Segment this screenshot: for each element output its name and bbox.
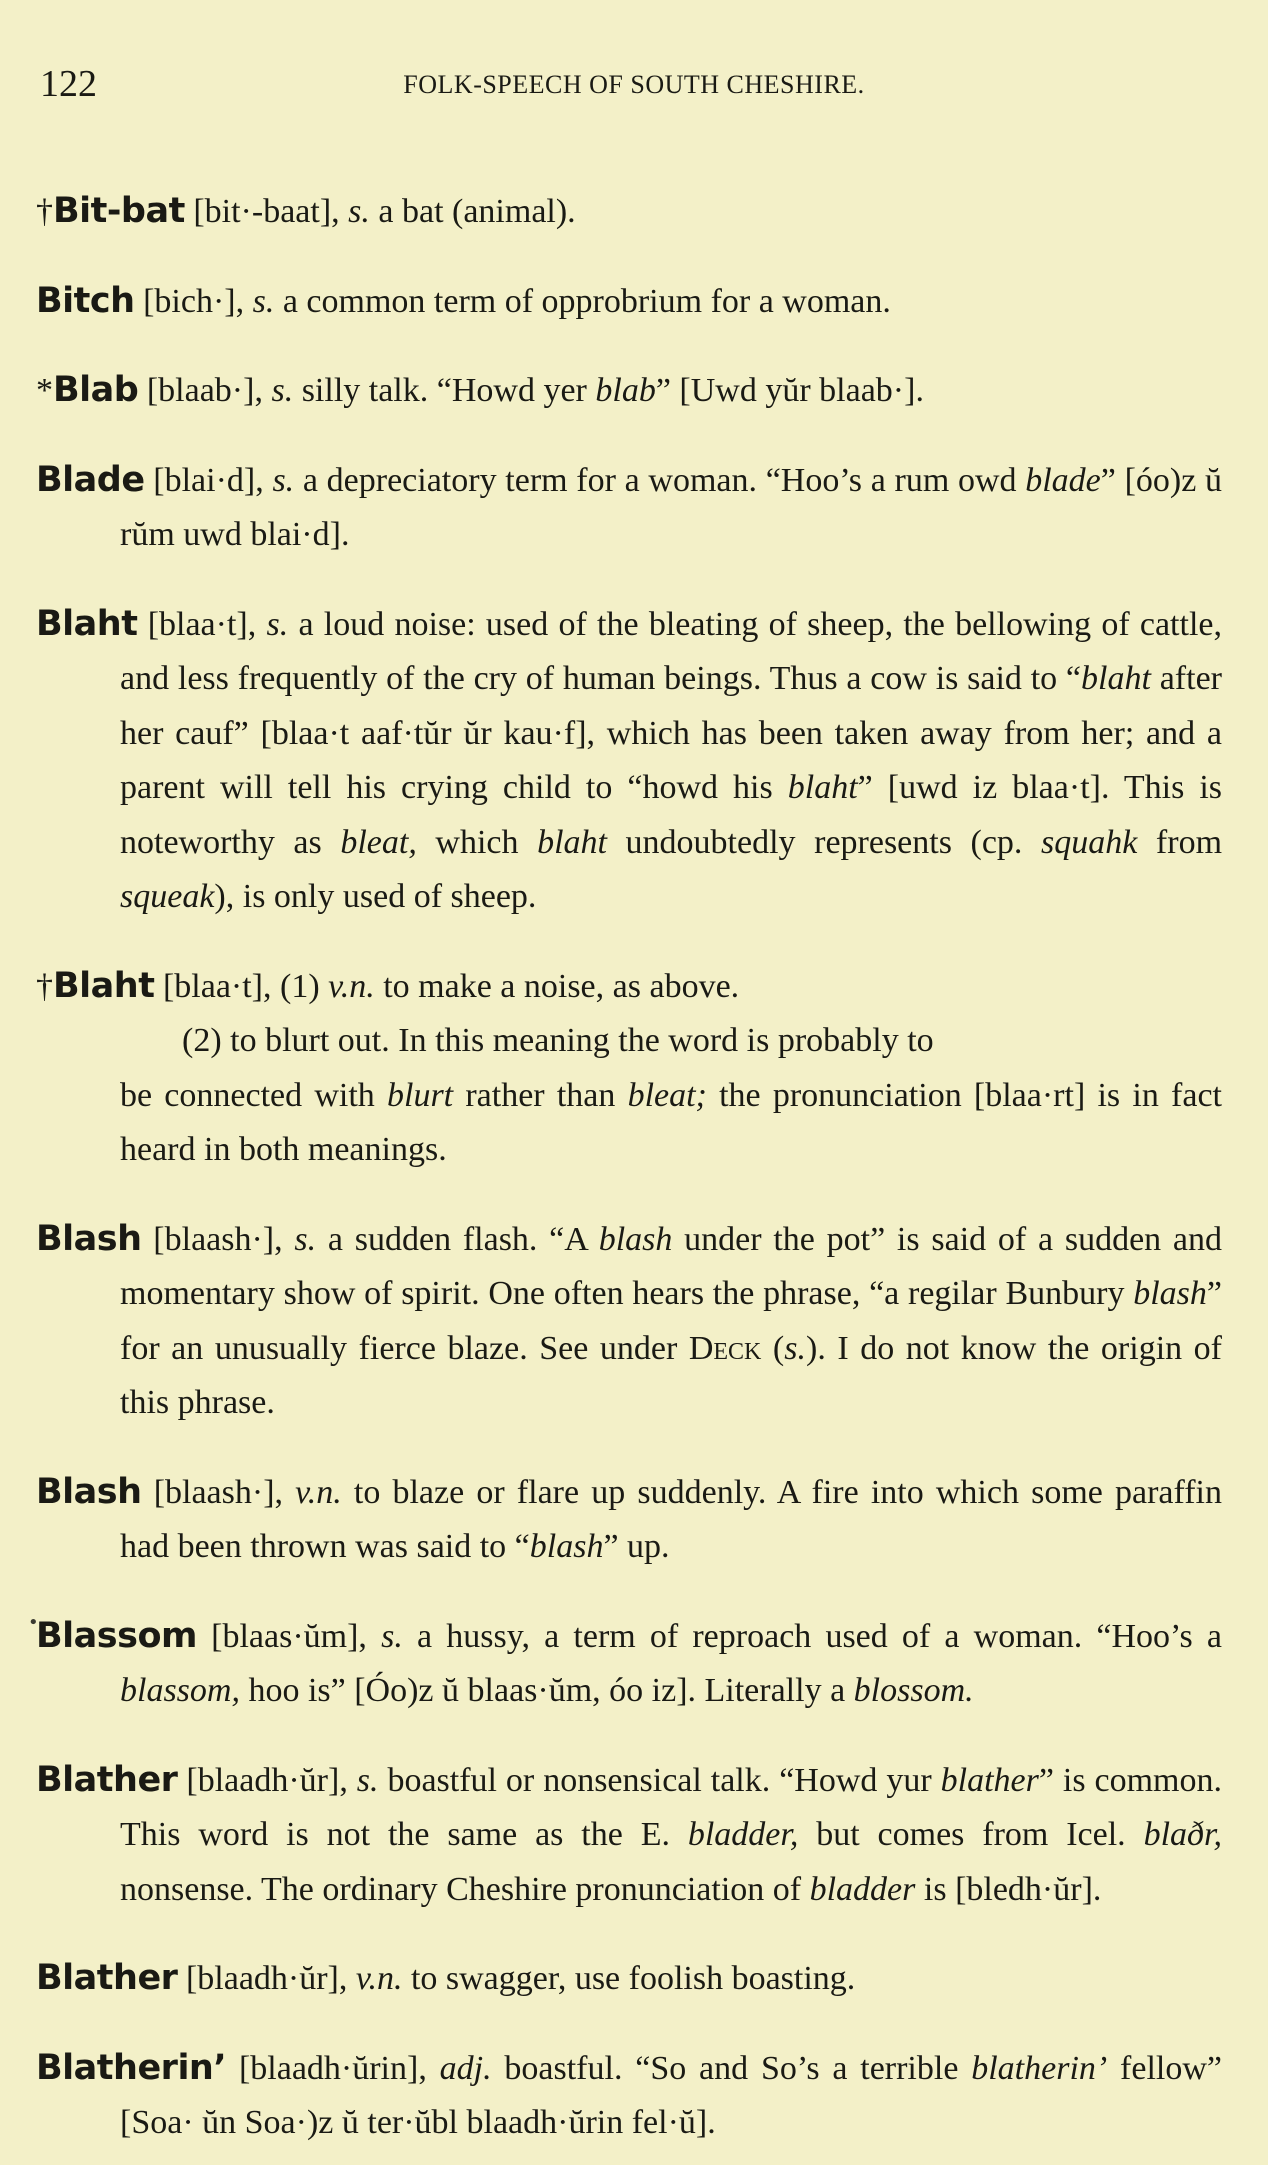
part-of-speech: s. xyxy=(272,461,295,499)
part-of-speech: s. xyxy=(271,372,294,409)
cross-reference: Deck xyxy=(688,1329,762,1367)
entry-blatherin: Blatherin’ [blaadh·ŭrin], adj. boastful. “So and So’s a terrible blatherin’ fellow” [Soa· ŭn Soa·)z ŭ ter·ŭbl blaadh·ŭrin fel·ŭ]. xyxy=(36,2047,1222,2141)
headword: Blaht xyxy=(36,603,138,644)
asterisk-marker: * xyxy=(36,372,53,409)
page-number: 122 xyxy=(40,63,97,105)
headword: Bit-bat xyxy=(53,191,185,231)
entry-blassom: Blassom [blaas·ŭm], s. a hussy, a term of reproach used of a woman. “Hoo’s a blassom, hoo is” [Óo)z ŭ blaas·ŭm, óo iz]. Literally a blossom. xyxy=(36,1615,1222,1709)
part-of-speech: s. xyxy=(348,193,370,230)
entry-bitch: Bitch [bich·], s. a common term of opprobrium for a woman. xyxy=(36,280,891,321)
running-title: FOLK-SPEECH OF SOUTH CHESHIRE. xyxy=(403,70,865,99)
margin-speck: • xyxy=(28,1612,39,1633)
sub-sense-continuation: be connected with blurt rather than bleat; the pronunciation [blaa·rt] is in fact heard in both meanings. xyxy=(120,1076,1222,1168)
headword: Bitch xyxy=(36,280,135,321)
part-of-speech: s. xyxy=(356,1761,379,1799)
part-of-speech: v.n. xyxy=(355,1960,403,1997)
entry-blather-noun: Blather [blaadh·ŭr], s. boastful or nonsensical talk. “Howd yur blather” is common. This word is not the same as the E. bladder, but comes from Icel. blaðr, nonsense. The ordinary Cheshire pronunciation of bladder is [bledh·ŭr]. xyxy=(36,1759,1222,1908)
part-of-speech: v.n. xyxy=(295,1473,342,1511)
headword: Blather xyxy=(36,1759,178,1800)
entry-blade: Blade [blai·d], s. a depreciatory term for a woman. “Hoo’s a rum owd blade” [óo)z ŭ rŭm uwd blai·d]. xyxy=(36,459,1223,553)
headword: Blash xyxy=(36,1471,142,1512)
headword: Blatherin’ xyxy=(36,2047,227,2088)
part-of-speech: s. xyxy=(252,282,275,320)
obsolete-marker: † xyxy=(36,193,53,230)
entry-bit-bat: †Bit-bat [bit·-baat], s. a bat (animal). xyxy=(36,191,576,231)
headword: Blade xyxy=(36,459,145,500)
sub-sense: (2) to blurt out. In this meaning the word is probably to xyxy=(182,1022,934,1059)
part-of-speech: s. xyxy=(266,605,289,643)
entry-blab: *Blab [blaab·], s. silly talk. “Howd yer blab” [Uwd yŭr blaab·]. xyxy=(36,370,924,410)
entry-blash-noun: Blash [blaash·], s. a sudden flash. “A blash under the pot” is said of a sudden and momentary show of spirit. One often hears the phrase, “a regilar Bunbury blash” for an unusually fierce blaze. See under Deck (s.). I do not know the origin of this phrase. xyxy=(36,1218,1223,1421)
headword: Blash xyxy=(36,1218,142,1259)
headword: Blassom xyxy=(36,1615,197,1656)
part-of-speech: v.n. xyxy=(328,967,375,1005)
headword: Blaht xyxy=(53,965,155,1006)
entry-blaht-verb: †Blaht [blaa·t], (1) v.n. to make a noise, as above. (2) to blurt out. In this meaning the word is probably to be connected with blurt rather than bleat; the pronunciation [blaa·rt] is in fact heard in both meanings. xyxy=(36,959,1222,1178)
entry-blash-verb: Blash [blaash·], v.n. to blaze or flare up suddenly. A fire into which some paraffin had been thrown was said to “blash” up. xyxy=(36,1471,1223,1565)
part-of-speech: s. xyxy=(381,1617,403,1655)
part-of-speech: s. xyxy=(294,1220,317,1258)
page-header xyxy=(40,62,1228,108)
obsolete-marker: † xyxy=(36,967,53,1005)
dictionary-entries xyxy=(36,150,1222,2165)
headword: Blather xyxy=(36,1958,178,1998)
part-of-speech: adj. xyxy=(439,2049,492,2087)
headword: Blab xyxy=(53,370,139,410)
entry-blaht-noun: Blaht [blaa·t], s. a loud noise: used of the bleating of sheep, the bellowing of cattle, and less frequently of the cry of human beings. Thus a cow is said to “blaht after her cauf” [blaa·t aaf·tŭr ŭr kau·f], which has been taken away from her; and a parent will tell his crying child to “howd his blaht” [uwd iz blaa·t]. This is noteworthy as bleat, which blaht undoubtedly represents (cp. squahk from squeak), is only used of sheep. xyxy=(36,603,1223,915)
entry-blather-verb: Blather [blaadh·ŭr], v.n. to swagger, use foolish boasting. xyxy=(36,1958,856,1998)
